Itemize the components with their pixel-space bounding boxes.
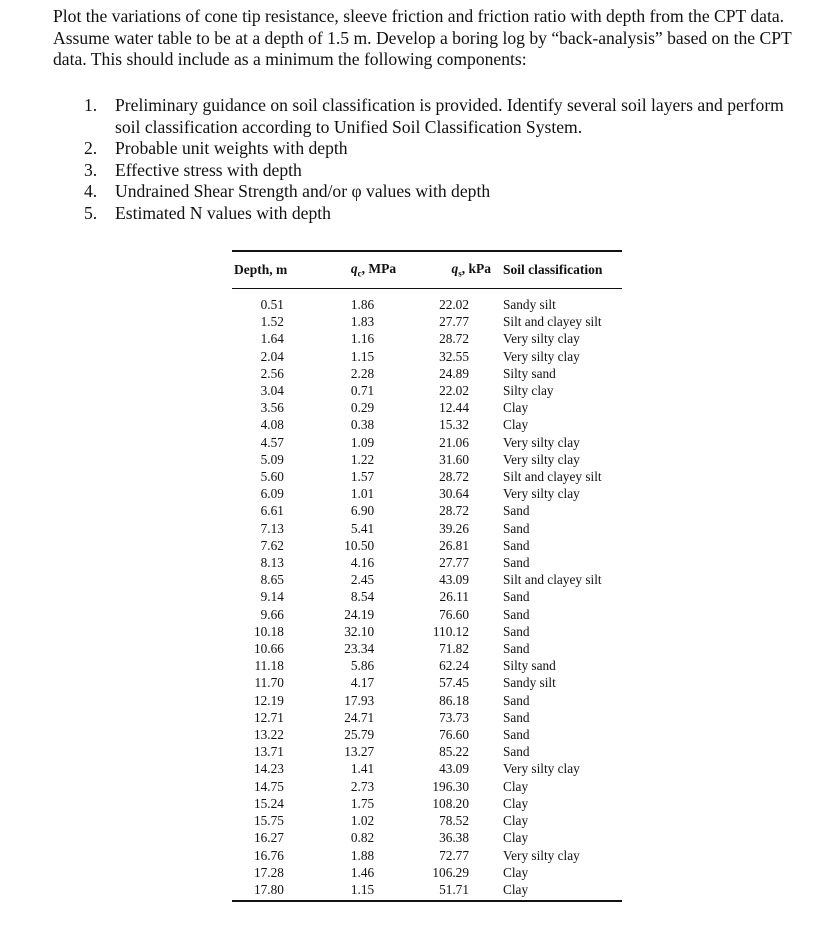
task-text: Probable unit weights with depth bbox=[115, 138, 348, 158]
sleeve-friction-cell: 71.82 bbox=[439, 641, 469, 657]
table-row bbox=[232, 554, 622, 571]
sleeve-friction-cell: 57.45 bbox=[439, 675, 469, 691]
depth-cell: 2.56 bbox=[260, 365, 284, 381]
depth-cell: 11.70 bbox=[254, 675, 284, 691]
soil-class-cell: Silt and clayey silt bbox=[502, 469, 602, 485]
depth-cell: 14.75 bbox=[254, 778, 284, 794]
cone-tip-cell: 1.41 bbox=[350, 761, 375, 777]
soil-class-cell: Very silty clay bbox=[502, 847, 580, 863]
table-row bbox=[232, 812, 622, 829]
problem-statement: Plot the variations of cone tip resistance, sleeve friction and friction ratio with depth from the CPT data. Assume water table to be at a depth of 1.5 m. Develop a boring log by “back-analysis” based on the CPT data. This should include as a minimum the following components: bbox=[53, 6, 792, 69]
table-header-row bbox=[232, 252, 622, 288]
cone-tip-cell: 2.28 bbox=[350, 365, 375, 381]
soil-class-cell: Clay bbox=[502, 830, 529, 846]
cone-tip-cell: 1.01 bbox=[350, 486, 375, 502]
table-row bbox=[232, 778, 622, 795]
soil-class-cell: Clay bbox=[502, 795, 529, 811]
cone-tip-cell: 1.83 bbox=[350, 314, 375, 330]
table-row bbox=[232, 674, 622, 691]
cone-tip-cell: 17.93 bbox=[344, 692, 375, 708]
soil-class-cell: Sand bbox=[502, 641, 530, 657]
sleeve-friction-cell: 28.72 bbox=[439, 503, 469, 519]
depth-cell: 13.22 bbox=[254, 727, 284, 743]
depth-cell: 7.13 bbox=[260, 520, 284, 536]
table-row bbox=[232, 692, 622, 709]
task-text: Preliminary guidance on soil classification is provided. Identify several soil layers and perform soil classification according to Unified Soil Classification System. bbox=[115, 95, 784, 137]
task-list bbox=[84, 95, 784, 224]
table-row bbox=[232, 485, 622, 502]
sleeve-friction-cell: 108.20 bbox=[432, 795, 469, 811]
cone-tip-cell: 6.90 bbox=[350, 503, 375, 519]
soil-class-cell: Silt and clayey silt bbox=[502, 572, 602, 588]
soil-class-cell: Sand bbox=[502, 555, 530, 571]
sleeve-friction-cell: 28.72 bbox=[439, 469, 469, 485]
sleeve-friction-cell: 73.73 bbox=[439, 709, 469, 725]
task-item bbox=[84, 95, 784, 138]
table-row bbox=[232, 399, 622, 416]
sleeve-friction-cell: 22.02 bbox=[439, 297, 469, 312]
cone-tip-cell: 1.02 bbox=[350, 813, 375, 829]
task-number: 3. bbox=[84, 159, 98, 180]
depth-cell: 13.71 bbox=[254, 744, 284, 760]
task-item bbox=[84, 203, 784, 225]
soil-class-cell: Sand bbox=[502, 589, 530, 605]
table-row bbox=[232, 588, 622, 605]
depth-cell: 5.60 bbox=[260, 469, 284, 485]
depth-cell: 4.57 bbox=[260, 434, 284, 450]
table-row bbox=[232, 623, 622, 640]
depth-cell: 5.09 bbox=[260, 451, 284, 467]
sleeve-friction-cell: 32.55 bbox=[439, 348, 469, 364]
soil-class-cell: Clay bbox=[502, 417, 529, 433]
depth-cell: 12.19 bbox=[254, 692, 284, 708]
sleeve-friction-cell: 76.60 bbox=[439, 606, 469, 622]
table-row bbox=[232, 571, 622, 588]
soil-class-cell: Sand bbox=[502, 692, 530, 708]
table-row bbox=[232, 520, 622, 537]
depth-cell: 6.09 bbox=[260, 486, 284, 502]
cone-tip-cell: 1.57 bbox=[350, 469, 375, 485]
cone-tip-cell: 13.27 bbox=[344, 744, 375, 760]
soil-class-cell: Silty sand bbox=[502, 658, 556, 674]
sleeve-friction-cell: 36.38 bbox=[439, 830, 469, 846]
soil-class-cell: Sand bbox=[502, 623, 530, 639]
table-row bbox=[232, 537, 622, 554]
table-row bbox=[232, 288, 622, 313]
sleeve-friction-cell: 39.26 bbox=[439, 520, 469, 536]
soil-class-cell: Sandy silt bbox=[502, 675, 556, 691]
cone-tip-cell: 2.45 bbox=[350, 572, 375, 588]
sleeve-friction-cell: 78.52 bbox=[439, 813, 469, 829]
depth-cell: 0.51 bbox=[260, 297, 284, 312]
depth-cell: 11.18 bbox=[254, 658, 284, 674]
depth-cell: 15.75 bbox=[254, 813, 284, 829]
cone-tip-cell: 0.29 bbox=[350, 400, 375, 416]
cone-tip-cell: 25.79 bbox=[344, 727, 375, 743]
cone-tip-cell: 1.09 bbox=[350, 434, 375, 450]
sleeve-friction-cell: 51.71 bbox=[439, 881, 469, 897]
soil-class-cell: Clay bbox=[502, 778, 529, 794]
cone-tip-cell: 0.82 bbox=[350, 830, 375, 846]
depth-cell: 3.04 bbox=[260, 383, 284, 399]
soil-class-cell: Sand bbox=[502, 503, 530, 519]
depth-cell: 3.56 bbox=[260, 400, 284, 416]
sleeve-friction-cell: 26.81 bbox=[439, 537, 469, 553]
depth-cell: 10.18 bbox=[254, 623, 284, 639]
sleeve-friction-cell: 43.09 bbox=[439, 761, 469, 777]
soil-class-cell: Sand bbox=[502, 520, 530, 536]
sleeve-friction-cell: 24.89 bbox=[439, 365, 469, 381]
table-row bbox=[232, 743, 622, 760]
depth-cell: 4.08 bbox=[260, 417, 284, 433]
sleeve-friction-cell: 196.30 bbox=[432, 778, 469, 794]
task-number: 4. bbox=[84, 181, 98, 201]
table-row bbox=[232, 416, 622, 433]
soil-class-cell: Clay bbox=[502, 864, 529, 880]
sleeve-friction-cell: 15.32 bbox=[439, 417, 469, 433]
soil-class-cell: Very silty clay bbox=[502, 434, 580, 450]
cone-tip-cell: 1.46 bbox=[350, 864, 375, 880]
soil-class-cell: Sandy silt bbox=[502, 297, 556, 312]
cone-tip-cell: 5.86 bbox=[350, 658, 375, 674]
table-header-rule bbox=[232, 288, 622, 289]
table-row bbox=[232, 709, 622, 726]
depth-cell: 9.14 bbox=[260, 589, 284, 605]
cone-tip-cell: 8.54 bbox=[350, 589, 375, 605]
depth-cell: 16.76 bbox=[254, 847, 284, 863]
cone-tip-cell: 1.75 bbox=[350, 795, 375, 811]
soil-class-cell: Sand bbox=[502, 537, 530, 553]
table-row bbox=[232, 382, 622, 399]
depth-cell: 17.28 bbox=[254, 864, 284, 880]
table-row bbox=[232, 451, 622, 468]
sleeve-friction-cell: 106.29 bbox=[432, 864, 469, 880]
depth-cell: 17.80 bbox=[254, 881, 284, 897]
cone-tip-cell: 1.15 bbox=[350, 881, 375, 897]
soil-class-cell: Very silty clay bbox=[502, 486, 580, 502]
sleeve-friction-cell: 27.77 bbox=[439, 555, 469, 571]
task-item bbox=[84, 181, 784, 203]
depth-cell: 8.65 bbox=[260, 572, 284, 588]
soil-class-cell: Very silty clay bbox=[502, 761, 580, 777]
table-row bbox=[232, 864, 622, 881]
task-text: Effective stress with depth bbox=[115, 159, 302, 180]
depth-cell: 12.71 bbox=[254, 709, 284, 725]
table-row bbox=[232, 502, 622, 519]
soil-class-cell: Very silty clay bbox=[502, 348, 580, 364]
depth-cell: 1.52 bbox=[260, 314, 284, 330]
cone-tip-cell: 5.41 bbox=[350, 520, 375, 536]
table-row bbox=[232, 313, 622, 330]
soil-class-cell: Sand bbox=[502, 744, 530, 760]
depth-cell: 7.62 bbox=[260, 537, 284, 553]
sleeve-friction-cell: 72.77 bbox=[439, 847, 469, 863]
table-row bbox=[232, 829, 622, 846]
task-text: Estimated N values with depth bbox=[115, 202, 331, 223]
cone-tip-cell: 0.38 bbox=[350, 417, 375, 433]
soil-class-cell: Silty clay bbox=[502, 383, 554, 399]
cone-tip-cell: 24.19 bbox=[344, 606, 375, 622]
depth-cell: 15.24 bbox=[254, 795, 284, 811]
table-row bbox=[232, 657, 622, 674]
soil-class-cell: Sand bbox=[502, 727, 530, 743]
depth-cell: 16.27 bbox=[254, 830, 284, 846]
sleeve-friction-cell: 28.72 bbox=[439, 331, 469, 347]
sleeve-friction-cell: 110.12 bbox=[432, 623, 469, 639]
sleeve-friction-cell: 86.18 bbox=[439, 692, 469, 708]
soil-class-cell: Very silty clay bbox=[502, 331, 580, 347]
sleeve-friction-cell: 62.24 bbox=[439, 658, 469, 674]
table-row bbox=[232, 640, 622, 657]
depth-cell: 2.04 bbox=[260, 348, 284, 364]
depth-cell: 9.66 bbox=[260, 606, 284, 622]
table-row bbox=[232, 365, 622, 382]
sleeve-friction-cell: 31.60 bbox=[439, 451, 469, 467]
soil-class-cell: Silty sand bbox=[502, 365, 556, 381]
table-row bbox=[232, 726, 622, 743]
task-number: 2. bbox=[84, 138, 98, 158]
task-item bbox=[84, 160, 784, 182]
sleeve-friction-cell: 85.22 bbox=[439, 744, 469, 760]
table-row bbox=[232, 760, 622, 777]
soil-class-cell: Sand bbox=[502, 606, 530, 622]
cone-tip-cell: 24.71 bbox=[344, 709, 375, 725]
sleeve-friction-cell: 27.77 bbox=[439, 314, 469, 330]
depth-cell: 10.66 bbox=[254, 641, 284, 657]
cone-tip-cell: 1.22 bbox=[350, 451, 375, 467]
soil-class-cell: Silt and clayey silt bbox=[502, 314, 602, 330]
depth-cell: 14.23 bbox=[254, 761, 284, 777]
table-row bbox=[232, 795, 622, 812]
table-row bbox=[232, 330, 622, 347]
table-row bbox=[232, 348, 622, 365]
cone-tip-cell: 0.71 bbox=[350, 383, 375, 399]
soil-class-cell: Very silty clay bbox=[502, 451, 580, 467]
cone-tip-cell: 32.10 bbox=[344, 623, 375, 639]
depth-cell: 8.13 bbox=[260, 555, 284, 571]
header-depth: Depth, m bbox=[234, 262, 288, 277]
header-sleeve-friction: $q_s$, kPa bbox=[451, 261, 491, 279]
soil-class-cell: Sand bbox=[502, 709, 530, 725]
table-row bbox=[232, 468, 622, 485]
table-bottom-rule bbox=[232, 900, 622, 902]
soil-class-cell: Clay bbox=[502, 400, 529, 416]
sleeve-friction-cell: 43.09 bbox=[439, 572, 469, 588]
header-cone-tip-resistance: $q_c$, MPa bbox=[350, 261, 397, 279]
header-soil-classification: Soil classification bbox=[502, 262, 603, 277]
sleeve-friction-cell: 26.11 bbox=[439, 589, 469, 605]
sleeve-friction-cell: 12.44 bbox=[439, 400, 469, 416]
cone-tip-cell: 23.34 bbox=[344, 641, 375, 657]
sleeve-friction-cell: 76.60 bbox=[439, 727, 469, 743]
cone-tip-cell: 4.16 bbox=[350, 555, 375, 571]
task-item bbox=[84, 138, 784, 160]
table-row bbox=[232, 434, 622, 451]
table-row bbox=[232, 881, 622, 898]
sleeve-friction-cell: 30.64 bbox=[439, 486, 469, 502]
cone-tip-cell: 2.73 bbox=[350, 778, 375, 794]
cone-tip-cell: 1.86 bbox=[350, 297, 375, 312]
task-number: 1. bbox=[84, 95, 98, 115]
depth-cell: 1.64 bbox=[260, 331, 284, 347]
table-row bbox=[232, 847, 622, 864]
cone-tip-cell: 4.17 bbox=[350, 675, 375, 691]
soil-class-cell: Clay bbox=[502, 881, 529, 897]
cone-tip-cell: 1.16 bbox=[350, 331, 375, 347]
cone-tip-cell: 1.15 bbox=[350, 348, 375, 364]
cpt-data-table bbox=[232, 250, 622, 902]
cone-tip-cell: 10.50 bbox=[344, 537, 375, 553]
sleeve-friction-cell: 22.02 bbox=[439, 383, 469, 399]
depth-cell: 6.61 bbox=[260, 503, 284, 519]
task-text: Undrained Shear Strength and/or φ values with depth bbox=[115, 181, 491, 201]
table-row bbox=[232, 606, 622, 623]
cone-tip-cell: 1.88 bbox=[350, 847, 375, 863]
soil-class-cell: Clay bbox=[502, 813, 529, 829]
sleeve-friction-cell: 21.06 bbox=[439, 434, 469, 450]
task-number: 5. bbox=[84, 202, 98, 223]
